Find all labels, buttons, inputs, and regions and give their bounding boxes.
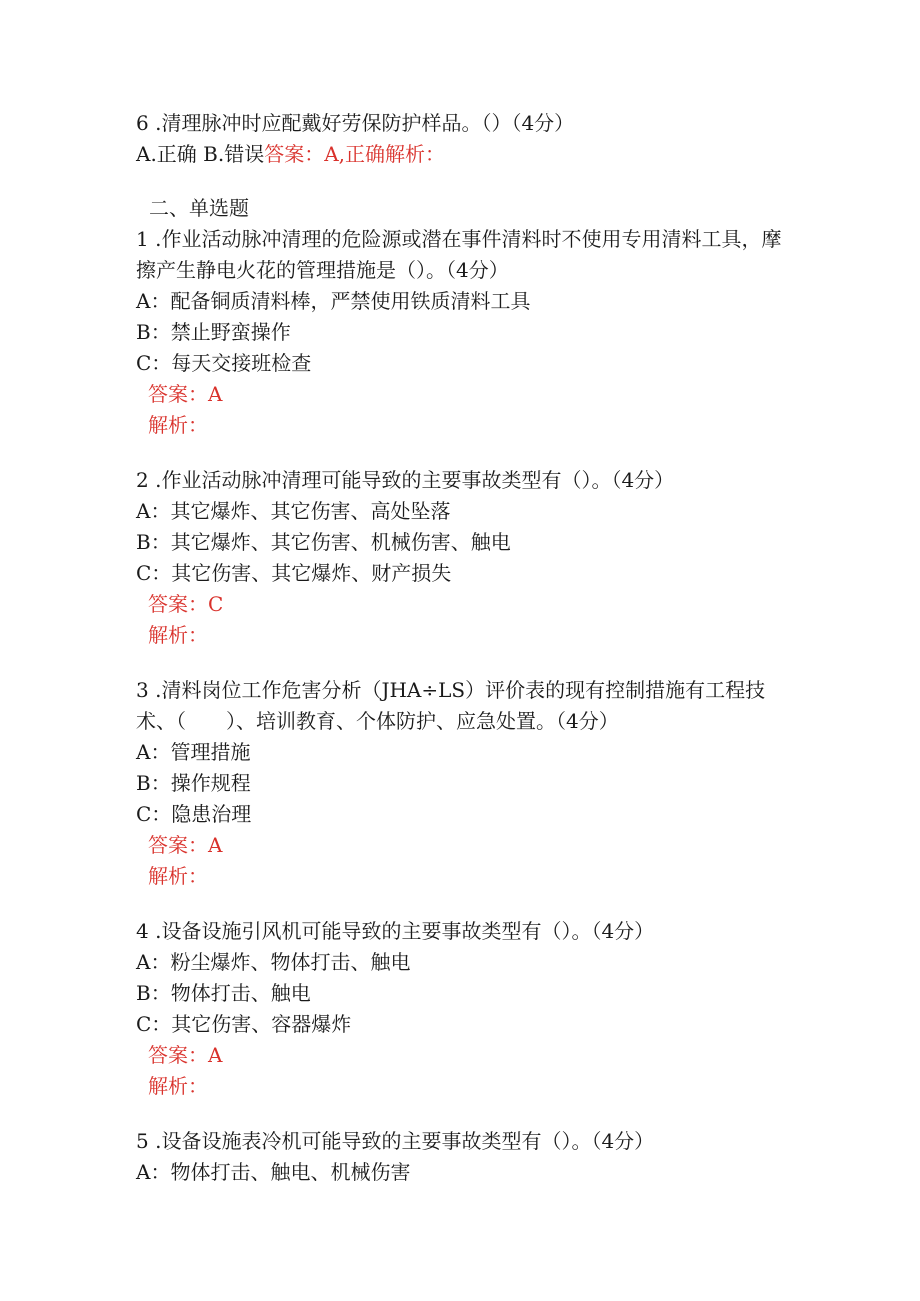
answer-text: 答案：A [148,833,223,857]
question-block-4 [136,916,796,1102]
tf-question-6 [136,108,796,170]
option-c: C：隐患治理 [136,802,252,826]
option-a: A：配备铜质清料棒，严禁使用铁质清料工具 [136,289,531,313]
option-b: B：禁止野蛮操作 [136,320,291,344]
explanation-text: 解析： [148,623,208,647]
tf-answer: 答案：A,正确解析： [264,142,446,166]
option-c: C：其它伤害、容器爆炸 [136,1012,352,1036]
option-a: A：粉尘爆炸、物体打击、触电 [136,950,411,974]
question-block-1 [136,224,796,441]
option-b: B：操作规程 [136,771,251,795]
explanation-text: 解析： [148,864,208,888]
option-b: B：物体打击、触电 [136,981,311,1005]
question-options-answer [136,139,796,170]
explanation-text: 解析： [148,1074,208,1098]
question-block-5 [136,1126,796,1188]
option-a: A：物体打击、触电、机械伤害 [136,1160,411,1184]
answer-text: 答案：A [148,1043,223,1067]
question-title: 2 .作业活动脉冲清理可能导致的主要事故类型有（）。（4分） [136,468,675,492]
question-title: 5 .设备设施表冷机可能导致的主要事故类型有（）。（4分） [136,1129,655,1153]
question-title: 6 .清理脉冲时应配戴好劳保防护样品。（）（4分） [136,111,575,135]
option-a: A：其它爆炸、其它伤害、高处坠落 [136,499,451,523]
question-title: 3 .清料岗位工作危害分析（JHA÷LS）评价表的现有控制措施有工程技术、（ ）、培训教育、个体防护、应急处置。（4分） [136,678,766,733]
document-page [136,108,796,1188]
option-c: C：其它伤害、其它爆炸、财产损失 [136,561,452,585]
explanation-text: 解析： [148,413,208,437]
tf-options: A.正确 B.错误 [136,142,265,166]
answer-text: 答案：C [148,592,224,616]
question-title: 4 .设备设施引风机可能导致的主要事故类型有（）。（4分） [136,919,655,943]
question-title: 1 .作业活动脉冲清理的危险源或潜在事件清料时不使用专用清料工具，摩擦产生静电火花的管理措施是（）。（4分） [136,227,782,282]
question-block-2 [136,465,796,651]
option-a: A：管理措施 [136,740,251,764]
option-c: C：每天交接班检查 [136,351,312,375]
answer-text: 答案：A [148,382,223,406]
section-title: 二、单选题 [149,196,249,220]
option-b: B：其它爆炸、其它伤害、机械伤害、触电 [136,530,511,554]
question-block-3 [136,675,796,892]
